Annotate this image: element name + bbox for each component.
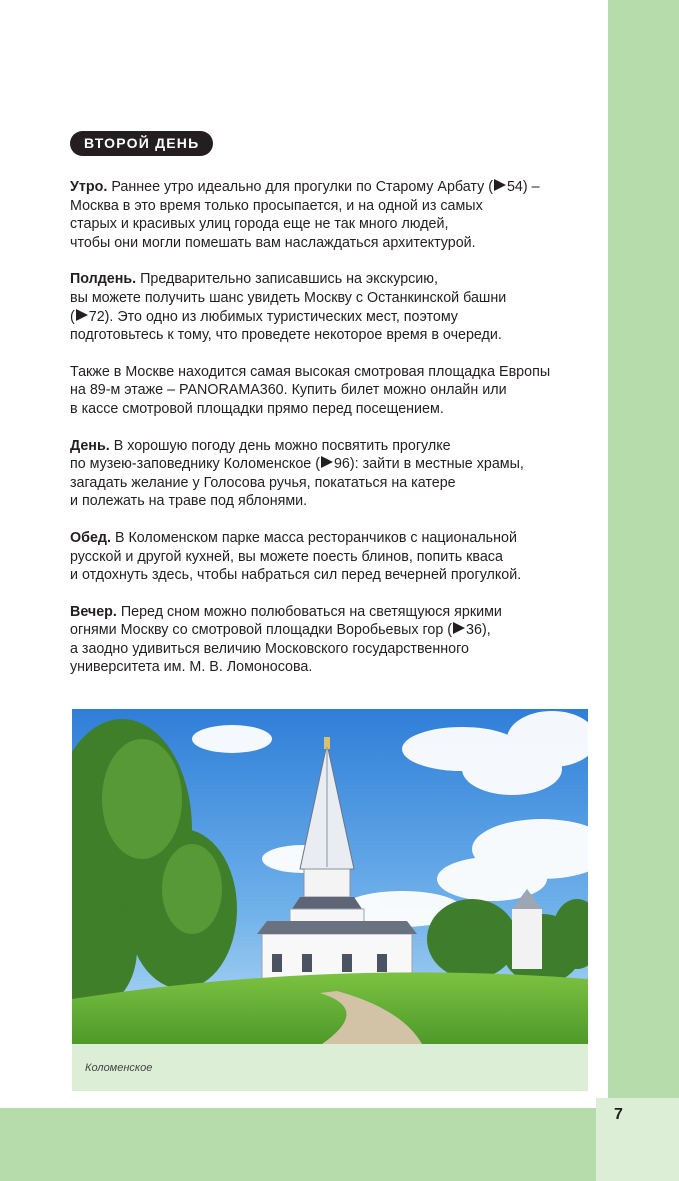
bottom-band — [0, 1108, 679, 1181]
page-number: 7 — [614, 1106, 623, 1123]
morning-heading: Утро. — [70, 179, 108, 195]
morning-paragraph: Утро. Раннее утро идеально для прогулки по Старому Арбату ( 54) – Москва в это время только просыпается, и на одной из самых старых и красивых улиц города еще не так много людей, чтобы они могли помешать вам наслаждаться архитектурой. — [70, 179, 540, 251]
photo-caption: Коломенское — [85, 1062, 153, 1074]
page-ref-arrow-icon — [321, 456, 333, 468]
page-ref[interactable]: 72 — [88, 308, 105, 325]
day-heading: День. — [70, 437, 110, 454]
side-strip — [608, 0, 679, 1181]
evening-heading: Вечер. — [70, 603, 117, 620]
itinerary-text — [70, 178, 595, 695]
section-badge: ВТОРОЙ ДЕНЬ — [70, 131, 213, 156]
page-ref-arrow-icon — [494, 179, 506, 191]
lunch-paragraph: Обед. В Коломенском парке масса ресторанчиков с национальной русской и другой кухней, вы можете поесть блинов, попить кваса и отдохнуть здесь, чтобы набраться сил перед вечерней прогулкой. — [70, 529, 522, 584]
page-ref[interactable]: 96 — [333, 456, 350, 473]
panorama-paragraph: Также в Москве находится самая высокая смотровая площадка Европы на 89-м этаже – PANORAMA360. Купить билет можно онлайн или в кассе смотровой площадки прямо перед посещением. — [70, 363, 551, 417]
day-paragraph: День. В хорошую погоду день можно посвятить прогулке по музею-заповеднику Коломенское ( 96): зайти в местные храмы, загадать желание у Голосова ручья, покататься на катере и полежать на траве под яблонями. — [70, 437, 524, 510]
page-ref-arrow-icon — [76, 309, 88, 321]
page-number-box — [596, 1098, 679, 1181]
evening-paragraph: Вечер. Перед сном можно полюбоваться на светящуюся яркими огнями Москву со смотровой площадки Воробьевых гор ( 36), а заодно удивиться величию Московского государственного университета им. М. В. Ломоносова. — [70, 603, 502, 676]
kolomenskoye-photo — [72, 709, 588, 1044]
page-ref-arrow-icon — [453, 622, 465, 634]
noon-heading: Полдень. — [70, 271, 137, 288]
church-illustration — [72, 709, 588, 1044]
lunch-heading: Обед. — [70, 529, 111, 546]
photo-figure — [72, 709, 588, 1091]
page-ref[interactable]: 54 — [506, 179, 523, 195]
page-ref[interactable]: 36 — [466, 622, 482, 639]
noon-paragraph: Полдень. Предварительно записавшись на экскурсию, вы можете получить шанс увидеть Москву с Останкинской башни ( 72). Это одно из любимых туристических мест, поэтому подготовьтесь к тому, что проведете некоторое время в очереди. — [70, 271, 507, 344]
